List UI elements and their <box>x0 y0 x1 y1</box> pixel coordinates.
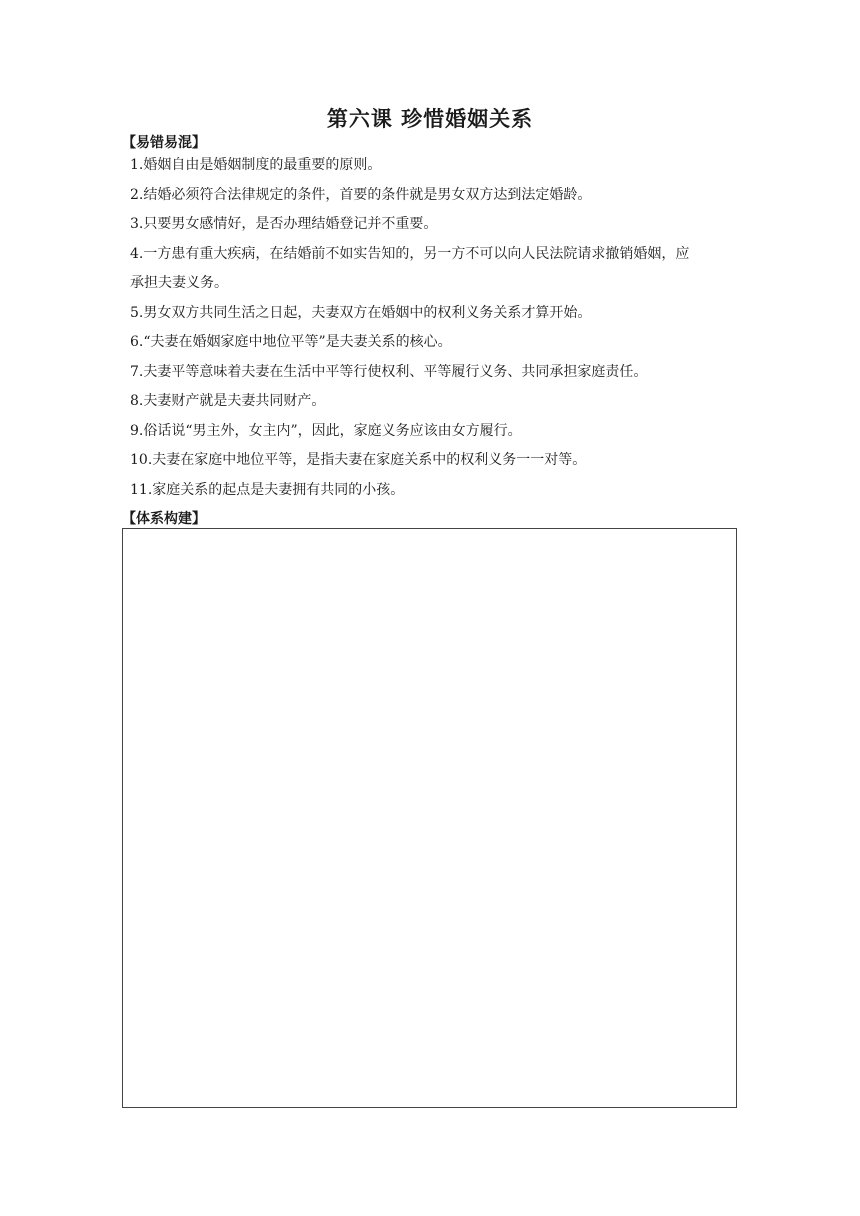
list-item: 9.俗话说“男主外，女主内”，因此，家庭义务应该由女方履行。 <box>130 422 522 439</box>
list-item: 8.夫妻财产就是夫妻共同财产。 <box>130 393 326 409</box>
list-item: 10.夫妻在家庭中地位平等，是指夫妻在家庭关系中的权利义务一一对等。 <box>130 452 587 468</box>
mistakes-list <box>130 151 740 505</box>
list-item: 6.“夫妻在婚姻家庭中地位平等”是夫妻关系的核心。 <box>130 334 452 350</box>
list-item: 5.男女双方共同生活之日起，夫妻双方在婚姻中的权利义务关系才算开始。 <box>130 304 592 321</box>
page-title: 第六课 珍惜婚姻关系 <box>326 107 534 131</box>
section-heading-mistakes: 【易错易混】 <box>122 135 206 151</box>
list-item: 11.家庭关系的起点是夫妻拥有共同的小孩。 <box>130 481 405 498</box>
list-item-continuation: 承担夫妻义务。 <box>130 275 228 291</box>
list-item: 1.婚姻自由是婚姻制度的最重要的原则。 <box>130 157 382 173</box>
list-item: 4.一方患有重大疾病，在结婚前不如实告知的，另一方不可以向人民法院请求撤销婚姻，应 <box>130 245 690 262</box>
list-item: 2.结婚必须符合法律规定的条件，首要的条件就是男女双方达到法定婚龄。 <box>130 186 592 203</box>
framework-answer-box <box>122 528 737 1108</box>
section-heading-system: 【体系构建】 <box>122 511 206 527</box>
list-item: 3.只要男女感情好，是否办理结婚登记并不重要。 <box>130 216 438 232</box>
list-item: 7.夫妻平等意味着夫妻在生活中平等行使权利、平等履行义务、共同承担家庭责任。 <box>130 363 648 380</box>
